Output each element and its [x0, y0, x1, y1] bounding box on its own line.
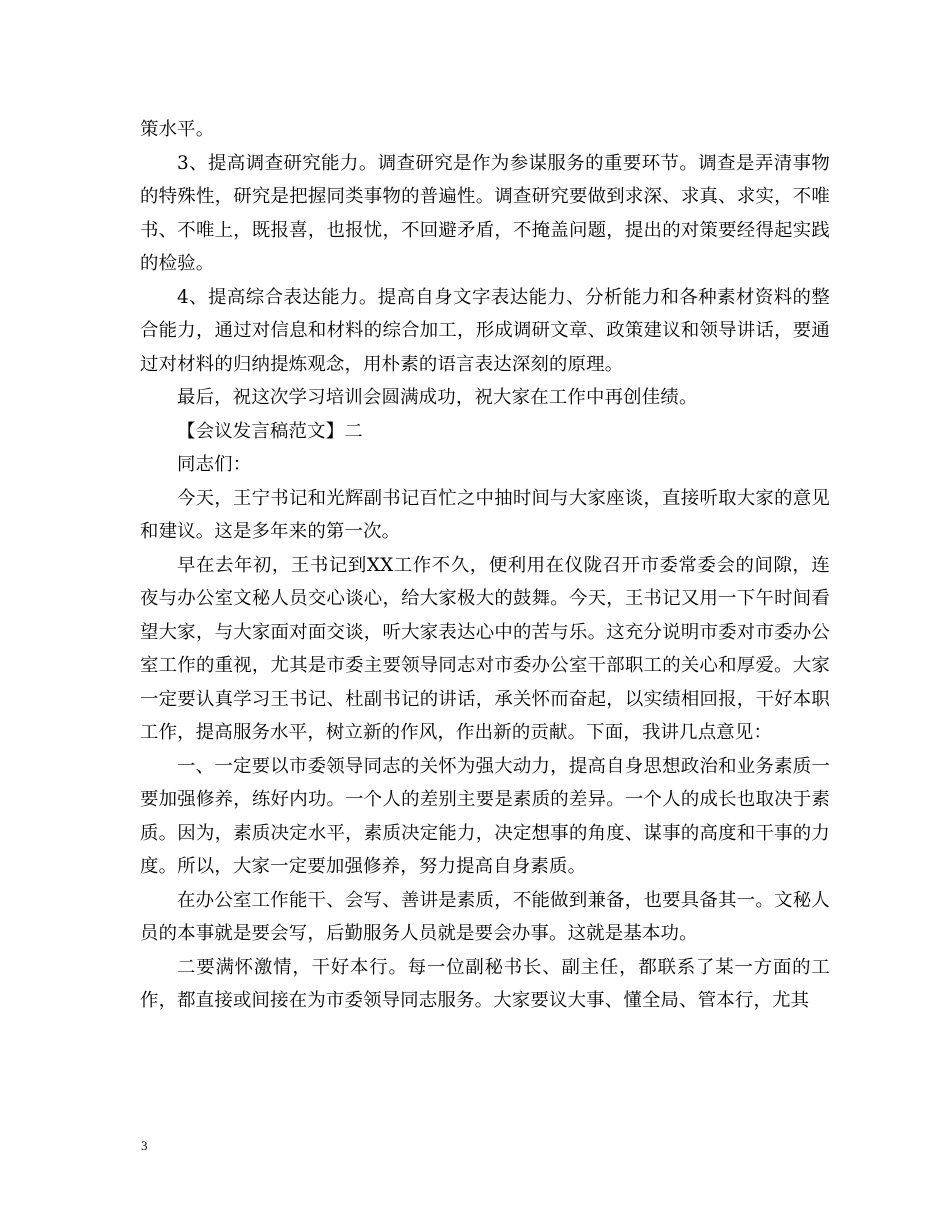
- paragraph: 4、提高综合表达能力。提高自身文字表达能力、分析能力和各种素材资料的整合能力，通过对信息和材料的综合加工，形成调研文章、政策建议和领导讲话，要通过对材料的归纳提炼观念，用朴素的语言表达深刻的原理。: [140, 286, 830, 375]
- section-heading: 【会议发言稿范文】二: [177, 420, 363, 442]
- paragraph: 最后，祝这次学习培训会圆满成功，祝大家在工作中再创佳绩。: [177, 387, 698, 408]
- paragraph: 二要满怀激情，干好本行。每一位副秘书长、副主任，都联系了某一方面的工作，都直接或间接在为市委领导同志服务。大家要议大事、懂全局、管本行，尤其: [140, 956, 830, 1011]
- document-body: [140, 113, 830, 1018]
- paragraph: 在办公室工作能干、会写、善讲是素质，不能做到兼备，也要具备其一。文秘人员的本事就是要会写，后勤服务人员就是要会办事。这就是基本功。: [140, 889, 830, 944]
- salutation: 同志们：: [177, 454, 252, 475]
- paragraph: 今天，王宁书记和光辉副书记百忙之中抽时间与大家座谈，直接听取大家的意见和建议。这是多年来的第一次。: [140, 487, 830, 542]
- page-number: 3: [141, 1138, 148, 1153]
- paragraph: 一、一定要以市委领导同志的关怀为强大动力，提高自身思想政治和业务素质一要加强修养，练好内功。一个人的差别主要是素质的差异。一个人的成长也取决于素质。因为，素质决定水平，素质决定能力，决定想事的角度、谋事的高度和干事的力度。所以，大家一定要加强修养，努力提高自身素质。: [140, 755, 830, 877]
- paragraph: 策水平。: [140, 119, 215, 140]
- paragraph: 3、提高调查研究能力。调查研究是作为参谋服务的重要环节。调查是弄清事物的特殊性，研究是把握同类事物的普遍性。调查研究要做到求深、求真、求实，不唯书、不唯上，既报喜，也报忧，不回避矛盾，不掩盖问题，提出的对策要经得起实践的检验。: [140, 152, 830, 274]
- paragraph: 早在去年初，王书记到XX工作不久，便利用在仪陇召开市委常委会的间隙，连夜与办公室文秘人员交心谈心，给大家极大的鼓舞。今天，王书记又用一下午时间看望大家，与大家面对面交谈，听大家表达心中的苦与乐。这充分说明市委对市委办公室工作的重视，尤其是市委主要领导同志对市委办公室干部职工的关心和厚爱。大家一定要认真学习王书记、杜副书记的讲话，承关怀而奋起，以实绩相回报，干好本职工作，提高服务水平，树立新的作风，作出新的贡献。下面，我讲几点意见：: [140, 554, 830, 743]
